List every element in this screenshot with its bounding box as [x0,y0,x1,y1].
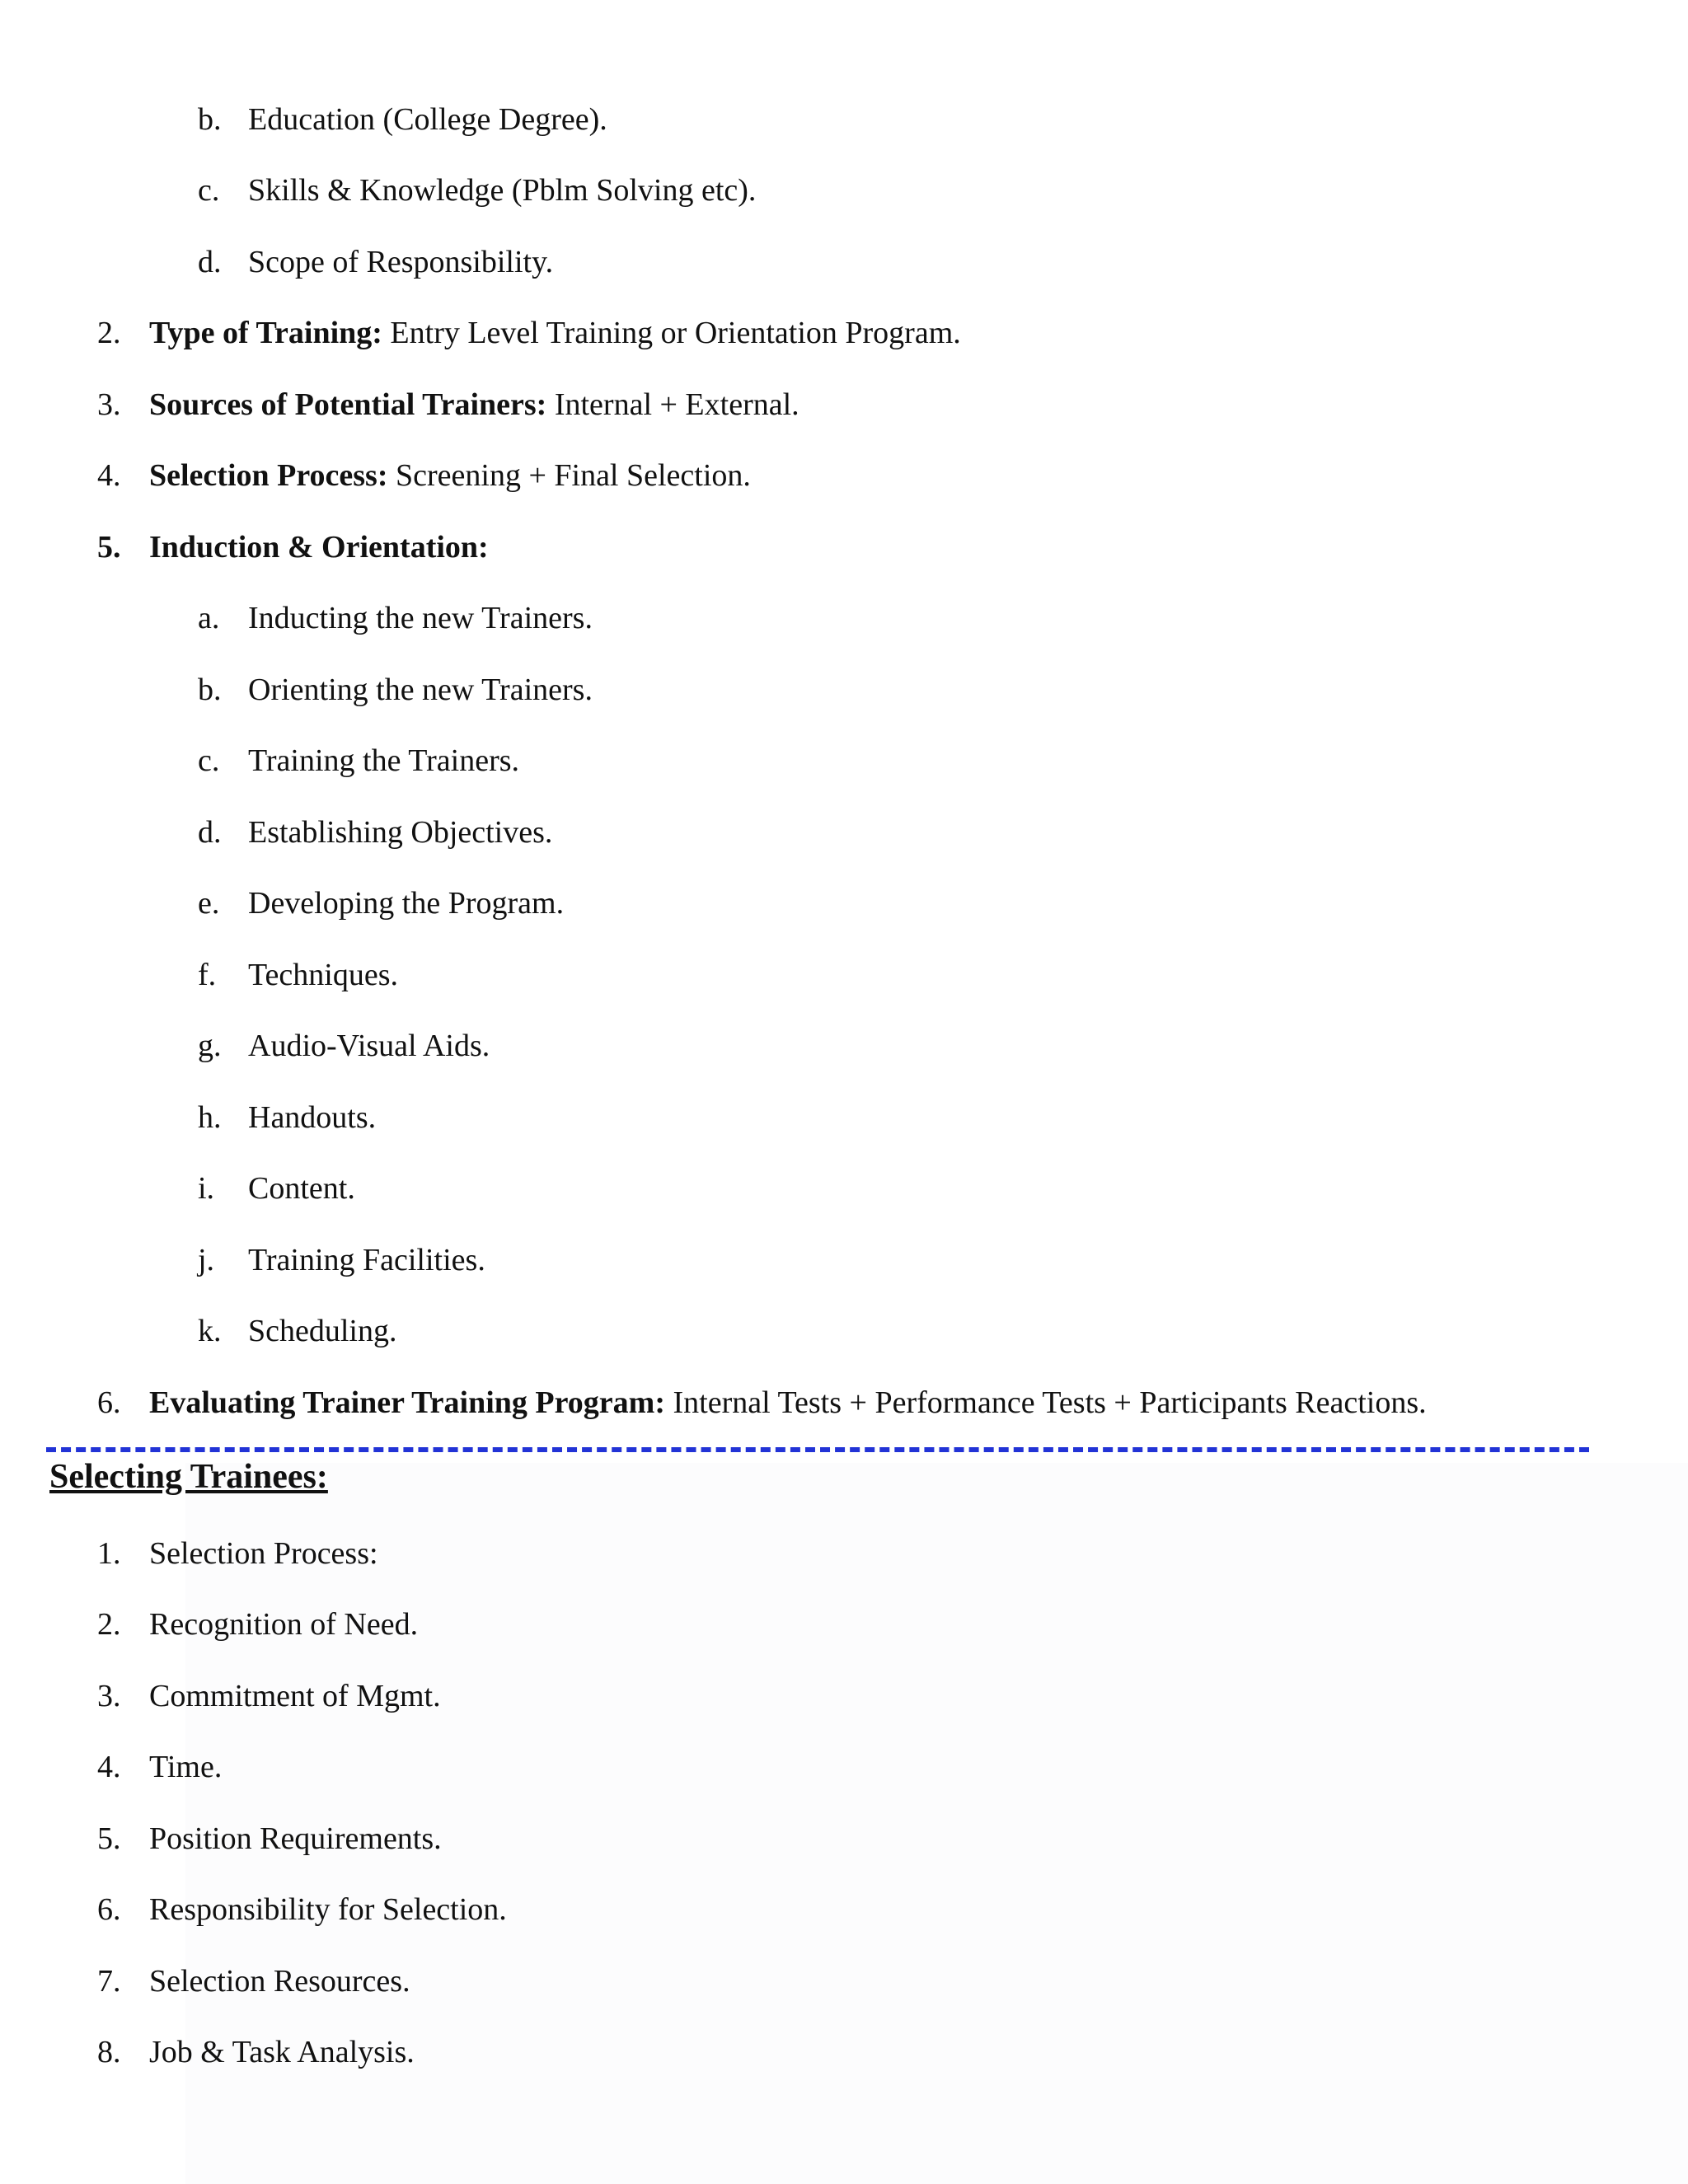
item-marker: 2. [97,1607,121,1642]
item-text: Audio-Visual Aids. [248,1029,490,1063]
item-text: Handouts. [248,1100,377,1135]
item-marker: c. [198,743,220,778]
item-marker: 5. [97,530,121,565]
item-marker: a. [198,601,220,635]
item-marker: 2. [97,316,121,350]
item-content [149,1378,1427,1427]
item-marker: d. [198,245,222,279]
item-marker: 4. [97,458,121,493]
item-text: Content. [248,1171,355,1206]
item-marker: 3. [97,387,121,422]
item-text: Job & Task Analysis. [149,2035,415,2069]
item-text: Commitment of Mgmt. [149,1679,441,1713]
item-marker: g. [198,1029,222,1063]
item-text: Scope of Responsibility. [248,245,554,279]
item-marker: h. [198,1100,222,1135]
item-marker: j. [198,1243,215,1277]
item-marker: 1. [97,1536,121,1571]
item-text: Inducting the new Trainers. [248,601,593,635]
item-text: Internal + External. [546,387,799,422]
item-text: Training Facilities. [248,1243,485,1277]
item-label: Type of Training: [149,316,382,350]
item-label: Selection Process: [149,458,388,493]
item-label: Evaluating Trainer Training Program: [149,1385,665,1420]
item-marker: i. [198,1171,215,1206]
item-text: Selection Resources. [149,1964,410,1999]
item-marker: f. [198,958,217,992]
item-marker: e. [198,886,220,921]
item-text: Skills & Knowledge (Pblm Solving etc). [248,173,757,208]
item-label: Induction & Orientation: [149,530,489,565]
item-text: Scheduling. [248,1314,397,1348]
item-text: Responsibility for Selection. [149,1892,507,1927]
section-heading: Selecting Trainees: [49,1458,328,1496]
item-marker: k. [198,1314,222,1348]
item-marker: 6. [97,1892,121,1927]
item-marker: 8. [97,2035,121,2069]
item-content [149,380,799,429]
item-marker: 3. [97,1679,121,1713]
item-marker: 5. [97,1821,121,1856]
item-text: Recognition of Need. [149,1607,419,1642]
item-text: Position Requirements. [149,1821,442,1856]
item-text: Internal Tests + Performance Tests + Participants Reactions. [664,1385,1427,1420]
item-text: Education (College Degree). [248,102,607,137]
item-text: Selection Process: [149,1536,378,1571]
item-marker: b. [198,673,222,707]
item-marker: b. [198,102,222,137]
item-content [149,451,751,500]
item-marker: 4. [97,1750,121,1784]
item-label: Sources of Potential Trainers: [149,387,547,422]
item-text: Training the Trainers. [248,743,520,778]
item-content [149,523,489,572]
item-marker: 6. [97,1385,121,1420]
item-content [149,308,961,358]
item-text: Entry Level Training or Orientation Program. [382,316,961,350]
item-text: Orienting the new Trainers. [248,673,593,707]
item-marker: 7. [97,1964,121,1999]
item-text: Establishing Objectives. [248,815,553,850]
item-text: Developing the Program. [248,886,565,921]
item-text: Screening + Final Selection. [387,458,751,493]
item-text: Techniques. [248,958,399,992]
item-marker: c. [198,173,220,208]
item-marker: d. [198,815,222,850]
item-text: Time. [149,1750,223,1784]
